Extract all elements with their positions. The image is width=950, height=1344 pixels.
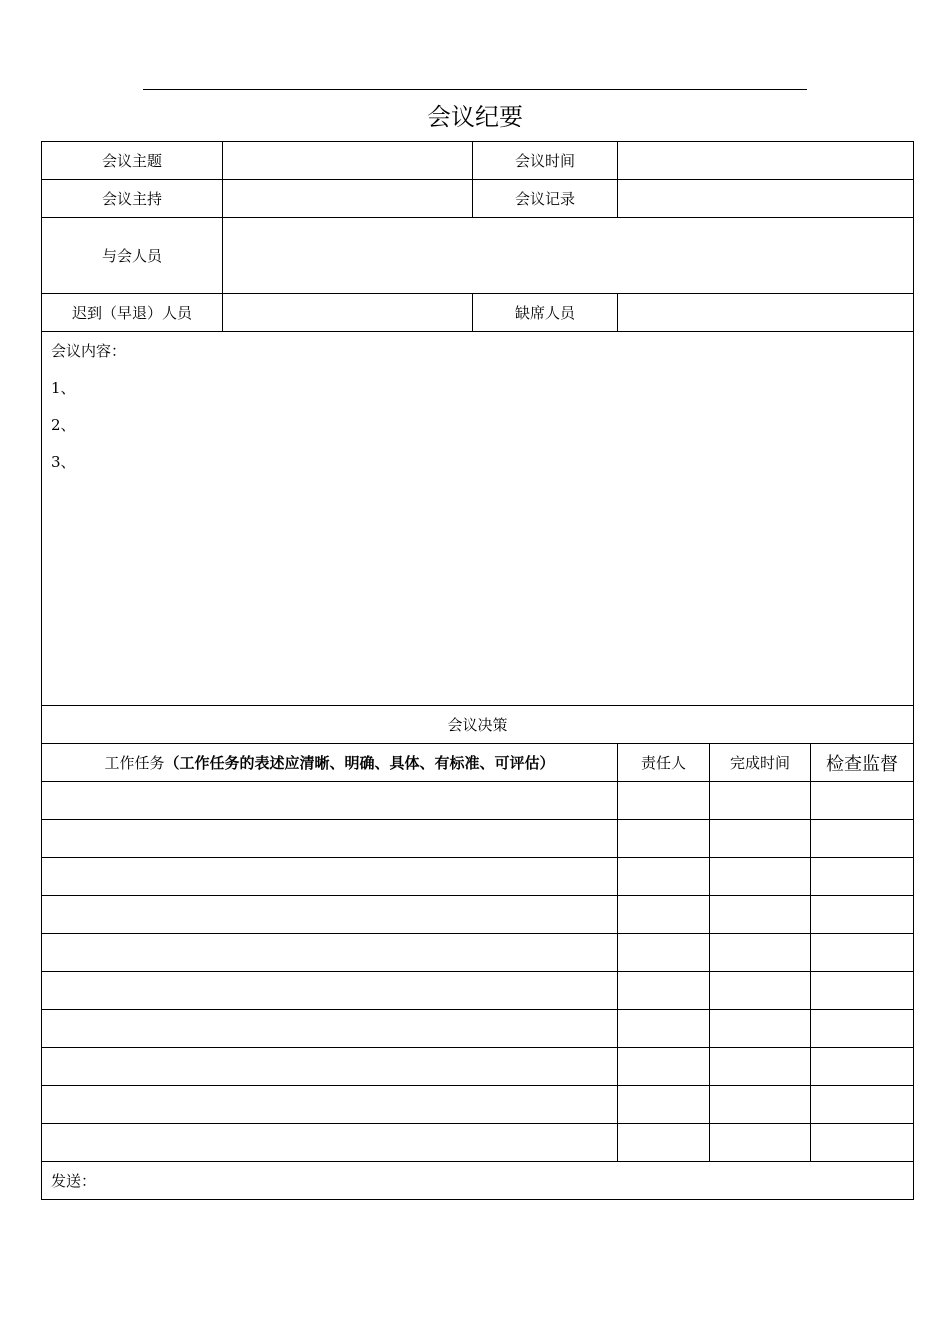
supervision-cell[interactable]	[811, 820, 914, 858]
task-row	[42, 820, 914, 858]
absent-label: 缺席人员	[473, 294, 618, 332]
deadline-cell[interactable]	[710, 934, 811, 972]
deadline-cell[interactable]	[710, 896, 811, 934]
task-cell[interactable]	[42, 972, 618, 1010]
header-rule	[143, 89, 807, 90]
deadline-cell[interactable]	[710, 972, 811, 1010]
task-header-prefix: 工作任务	[104, 754, 165, 772]
attendees-value-cell[interactable]	[223, 218, 914, 294]
deadline-cell[interactable]	[710, 1124, 811, 1162]
supervision-cell[interactable]	[811, 934, 914, 972]
attendees-label: 与会人员	[42, 218, 223, 294]
host-label: 会议主持	[42, 180, 223, 218]
supervision-cell[interactable]	[811, 896, 914, 934]
document-title: 会议纪要	[427, 103, 523, 131]
topic-label: 会议主题	[42, 142, 223, 180]
task-cell[interactable]	[42, 1124, 618, 1162]
task-header-note: （工作任务的表述应清晰、明确、具体、有标准、可评估）	[164, 754, 555, 772]
task-cell[interactable]	[42, 934, 618, 972]
task-row	[42, 934, 914, 972]
absent-value-cell[interactable]	[618, 294, 914, 332]
deadline-cell[interactable]	[710, 782, 811, 820]
supervision-cell[interactable]	[811, 858, 914, 896]
late-value-cell[interactable]	[223, 294, 473, 332]
topic-value-cell[interactable]	[223, 142, 473, 180]
task-cell[interactable]	[42, 896, 618, 934]
task-cell[interactable]	[42, 858, 618, 896]
task-row	[42, 858, 914, 896]
owner-cell[interactable]	[618, 1086, 710, 1124]
send-label: 发送：	[51, 1172, 97, 1190]
time-value-cell[interactable]	[618, 142, 914, 180]
task-cell[interactable]	[42, 1010, 618, 1048]
task-header	[42, 744, 618, 782]
owner-cell[interactable]	[618, 972, 710, 1010]
meeting-minutes-form	[41, 141, 914, 1200]
supervision-header: 检查监督	[811, 744, 914, 782]
task-cell[interactable]	[42, 1086, 618, 1124]
late-label: 迟到（早退）人员	[42, 294, 223, 332]
row-attendees	[42, 218, 914, 294]
send-cell[interactable]	[42, 1162, 914, 1200]
row-task-header	[42, 744, 914, 782]
owner-cell[interactable]	[618, 896, 710, 934]
owner-cell[interactable]	[618, 1010, 710, 1048]
supervision-cell[interactable]	[811, 1086, 914, 1124]
task-row	[42, 1010, 914, 1048]
owner-cell[interactable]	[618, 934, 710, 972]
owner-cell[interactable]	[618, 820, 710, 858]
task-cell[interactable]	[42, 1048, 618, 1086]
deadline-cell[interactable]	[710, 820, 811, 858]
task-cell[interactable]	[42, 782, 618, 820]
supervision-cell[interactable]	[811, 1010, 914, 1048]
deadline-cell[interactable]	[710, 858, 811, 896]
supervision-cell[interactable]	[811, 782, 914, 820]
content-item: 1、	[51, 379, 76, 397]
content-item: 3、	[51, 453, 76, 471]
recorder-label: 会议记录	[473, 180, 618, 218]
recorder-value-cell[interactable]	[618, 180, 914, 218]
row-send	[42, 1162, 914, 1200]
task-row	[42, 896, 914, 934]
deadline-cell[interactable]	[710, 1048, 811, 1086]
task-cell[interactable]	[42, 820, 618, 858]
row-meeting-content	[42, 332, 914, 706]
time-label: 会议时间	[473, 142, 618, 180]
supervision-cell[interactable]	[811, 1124, 914, 1162]
task-row	[42, 1048, 914, 1086]
supervision-cell[interactable]	[811, 972, 914, 1010]
row-host-recorder	[42, 180, 914, 218]
deadline-header: 完成时间	[710, 744, 811, 782]
task-row	[42, 1086, 914, 1124]
deadline-cell[interactable]	[710, 1086, 811, 1124]
task-row	[42, 1124, 914, 1162]
row-topic-time	[42, 142, 914, 180]
content-label: 会议内容：	[51, 342, 127, 360]
task-row	[42, 972, 914, 1010]
owner-cell[interactable]	[618, 1048, 710, 1086]
row-decision-title	[42, 706, 914, 744]
row-late-absent	[42, 294, 914, 332]
supervision-cell[interactable]	[811, 1048, 914, 1086]
owner-cell[interactable]	[618, 1124, 710, 1162]
owner-header: 责任人	[618, 744, 710, 782]
owner-cell[interactable]	[618, 782, 710, 820]
owner-cell[interactable]	[618, 858, 710, 896]
deadline-cell[interactable]	[710, 1010, 811, 1048]
meeting-content-cell[interactable]	[42, 332, 914, 706]
content-item: 2、	[51, 416, 76, 434]
task-row	[42, 782, 914, 820]
decision-label: 会议决策	[42, 706, 914, 744]
host-value-cell[interactable]	[223, 180, 473, 218]
